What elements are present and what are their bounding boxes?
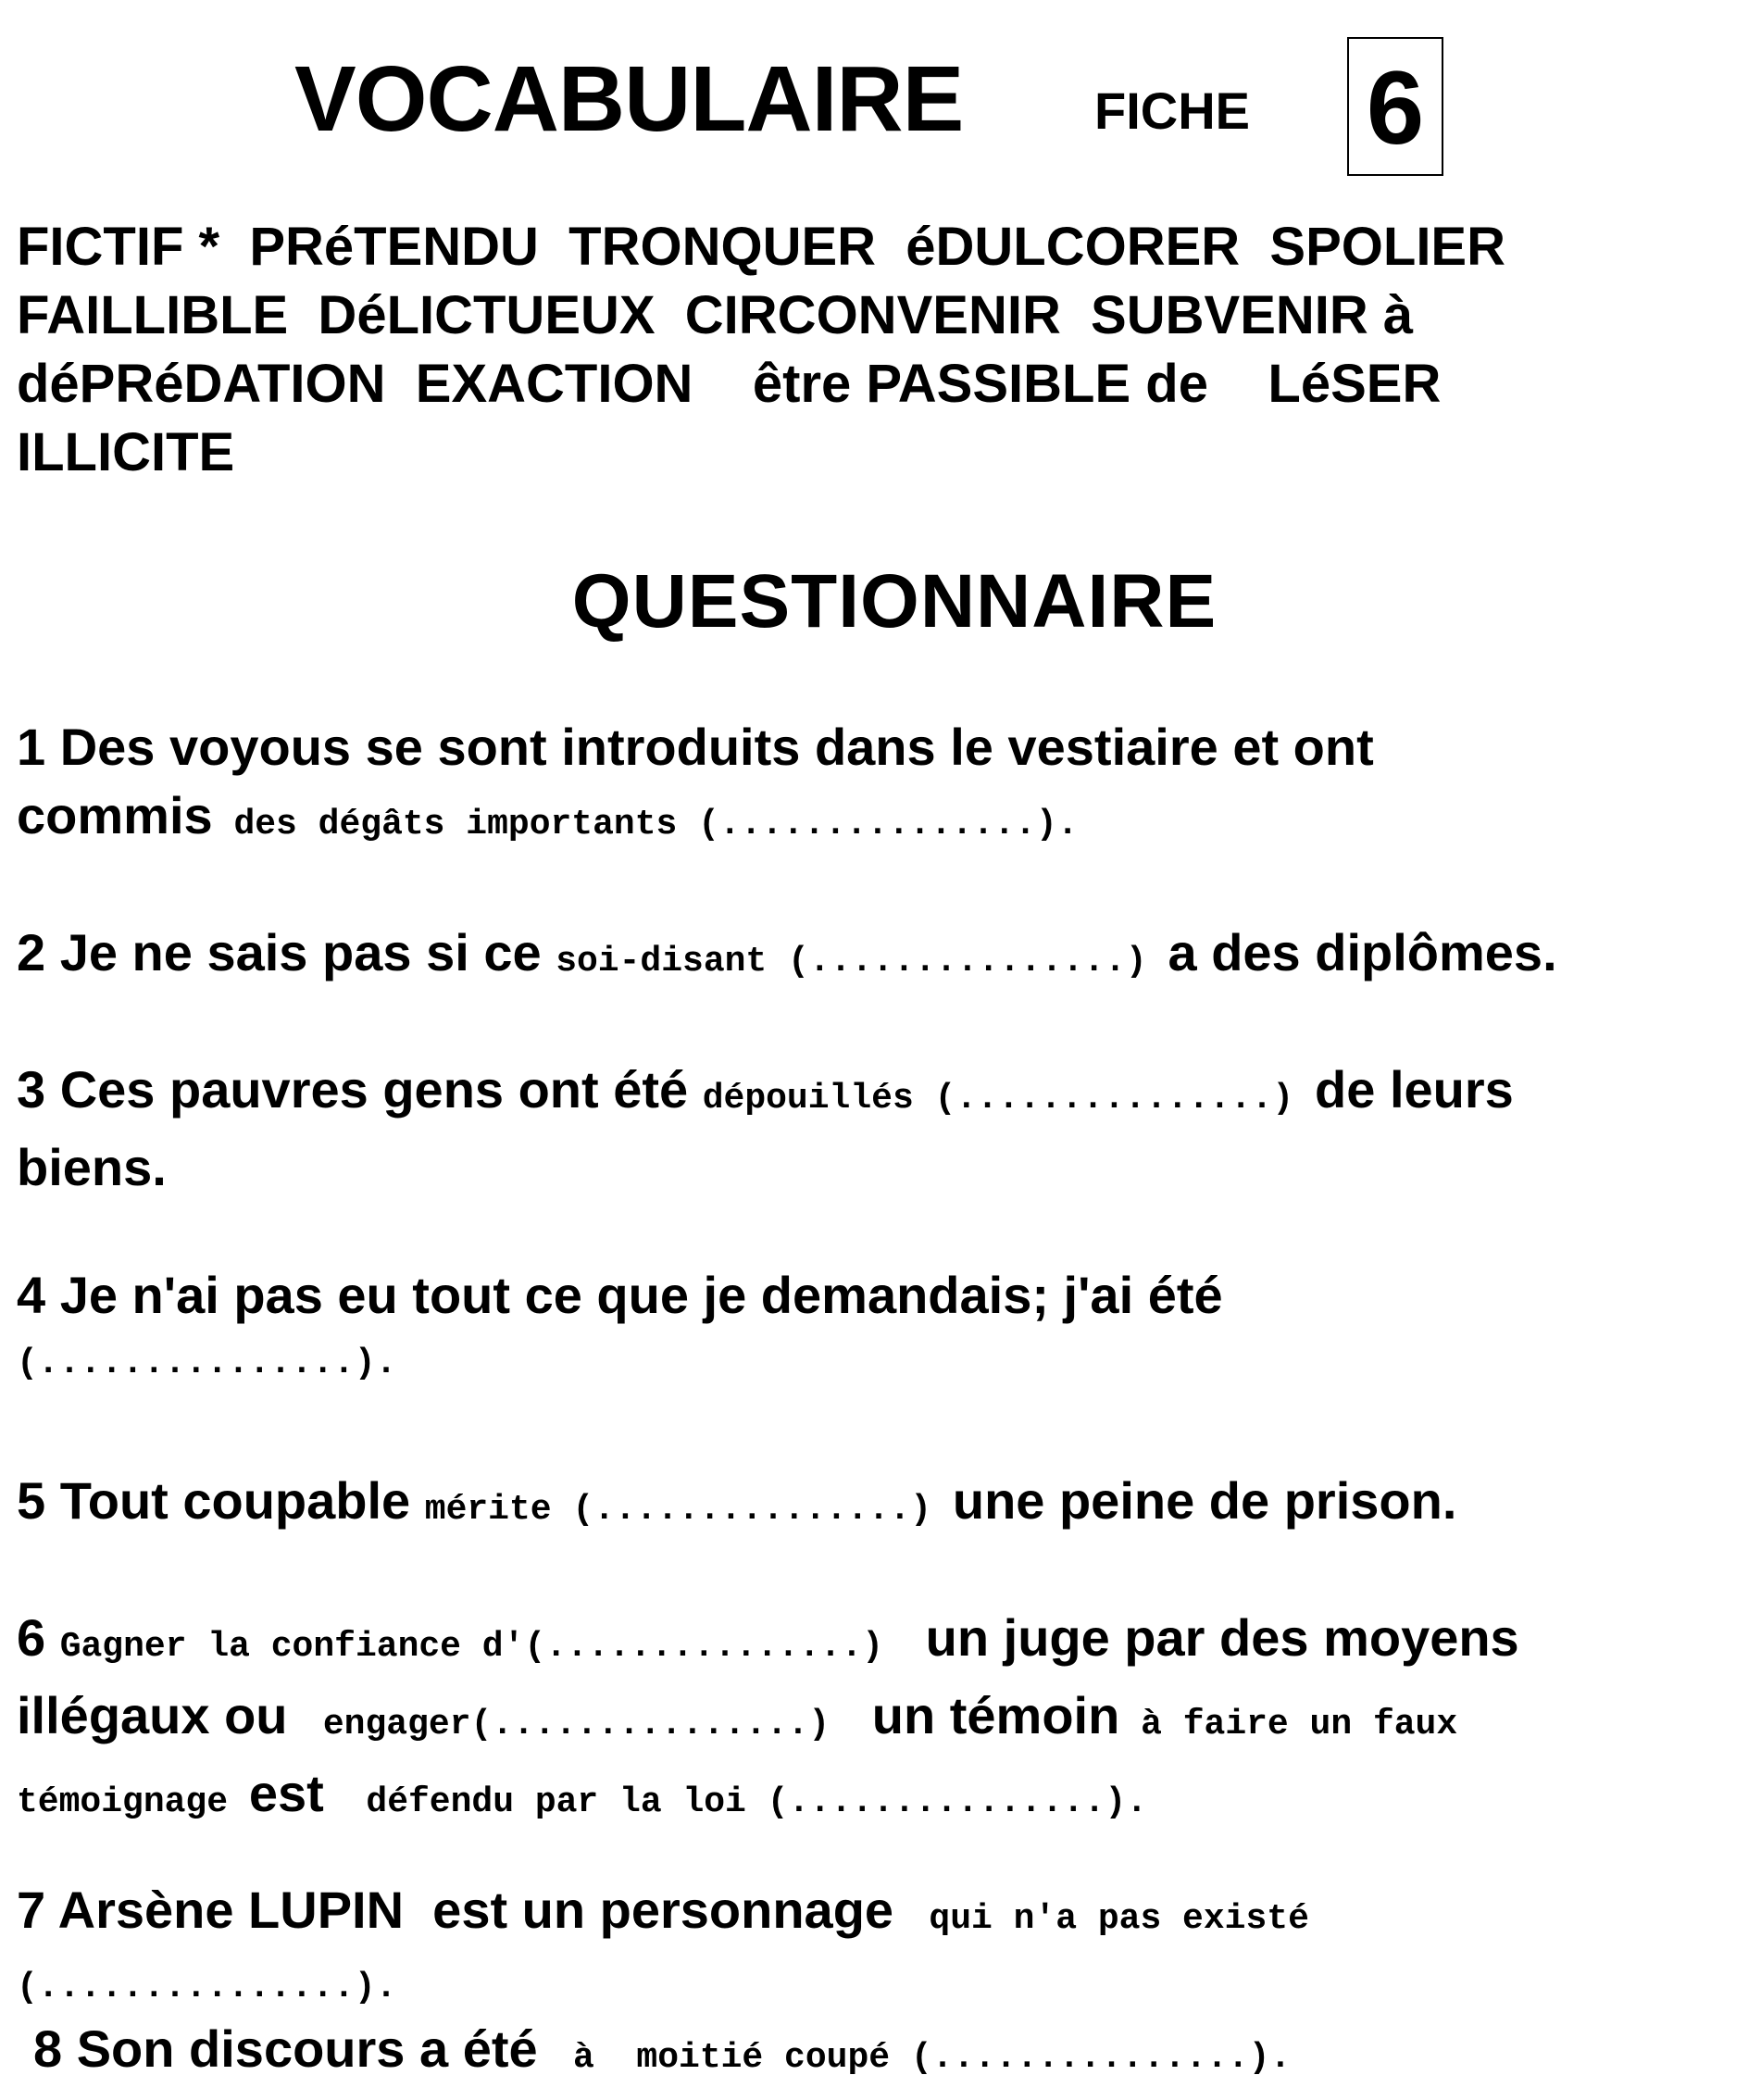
question-prompt: soi-disant (...............)	[556, 942, 1168, 981]
question-text: est	[248, 1764, 324, 1822]
question-1	[17, 713, 1757, 859]
sheet-number-box: 6	[1347, 37, 1443, 176]
question-text: biens.	[17, 1138, 167, 1196]
question-7	[17, 1876, 1757, 2022]
question-prompt: dépouillés (...............)	[702, 1079, 1316, 1119]
question-prompt: à moitié coupé (...............).	[552, 2038, 1292, 2078]
question-8	[33, 2015, 1761, 2093]
header	[0, 37, 1761, 176]
question-2	[17, 919, 1757, 996]
vocabulary-line: déPRéDATION EXACTION être PASSIBLE de LéSER	[17, 354, 1442, 414]
question-5	[17, 1467, 1757, 1544]
question-text: illégaux ou	[17, 1686, 303, 1744]
question-text: 1 Des voyous se sont introduits dans le vestiaire et ont	[17, 718, 1374, 776]
question-text: 4 Je n'ai pas eu tout ce que je demandais; j'ai été	[17, 1266, 1223, 1324]
question-prompt: des dégâts importants (...............).	[212, 805, 1079, 844]
question-prompt: témoignage	[17, 1782, 249, 1822]
question-text: commis	[17, 786, 213, 844]
sheet-label: FICHE	[1094, 81, 1250, 140]
page-title: VOCABULAIRE	[294, 47, 964, 151]
question-prompt: engager(...............)	[302, 1705, 872, 1744]
question-number: 6	[17, 1608, 60, 1667]
question-text: un témoin	[871, 1686, 1120, 1744]
question-prompt: (...............).	[17, 1968, 397, 2007]
question-prompt: qui n'a pas existé	[907, 1899, 1309, 1939]
question-text: un juge par des moyens	[925, 1608, 1519, 1667]
question-prompt: défendu par la loi (...............).	[323, 1782, 1148, 1822]
question-text: de leurs	[1315, 1060, 1514, 1119]
vocabulary-list	[17, 213, 1739, 487]
question-text: 5 Tout coupable	[17, 1471, 425, 1530]
question-text: 3 Ces pauvres gens ont été	[17, 1060, 703, 1119]
question-text: 7 Arsène LUPIN est un personnage	[17, 1881, 908, 1939]
question-6	[17, 1604, 1757, 1837]
question-prompt: Gagner la confiance d'(...............)	[59, 1627, 926, 1667]
question-prompt: (...............).	[17, 1344, 397, 1383]
question-text: 8 Son discours a été	[33, 2019, 553, 2078]
question-3	[17, 1056, 1757, 1202]
question-prompt: à faire un faux	[1119, 1705, 1458, 1744]
question-text: a des diplômes.	[1168, 923, 1557, 981]
question-4	[17, 1261, 1757, 1398]
vocabulary-line: FAILLIBLE DéLICTUEUX CIRCONVENIR SUBVENIR à	[17, 285, 1414, 345]
questionnaire-title: QUESTIONNAIRE	[571, 559, 1218, 644]
question-text: une peine de prison.	[952, 1471, 1457, 1530]
vocabulary-line: ILLICITE	[17, 422, 235, 482]
question-prompt: mérite (...............)	[424, 1490, 953, 1530]
question-text: 2 Je ne sais pas si ce	[17, 923, 556, 981]
vocabulary-line: FICTIF * PRéTENDU TRONQUER éDULCORER SPOLIER	[17, 217, 1505, 277]
